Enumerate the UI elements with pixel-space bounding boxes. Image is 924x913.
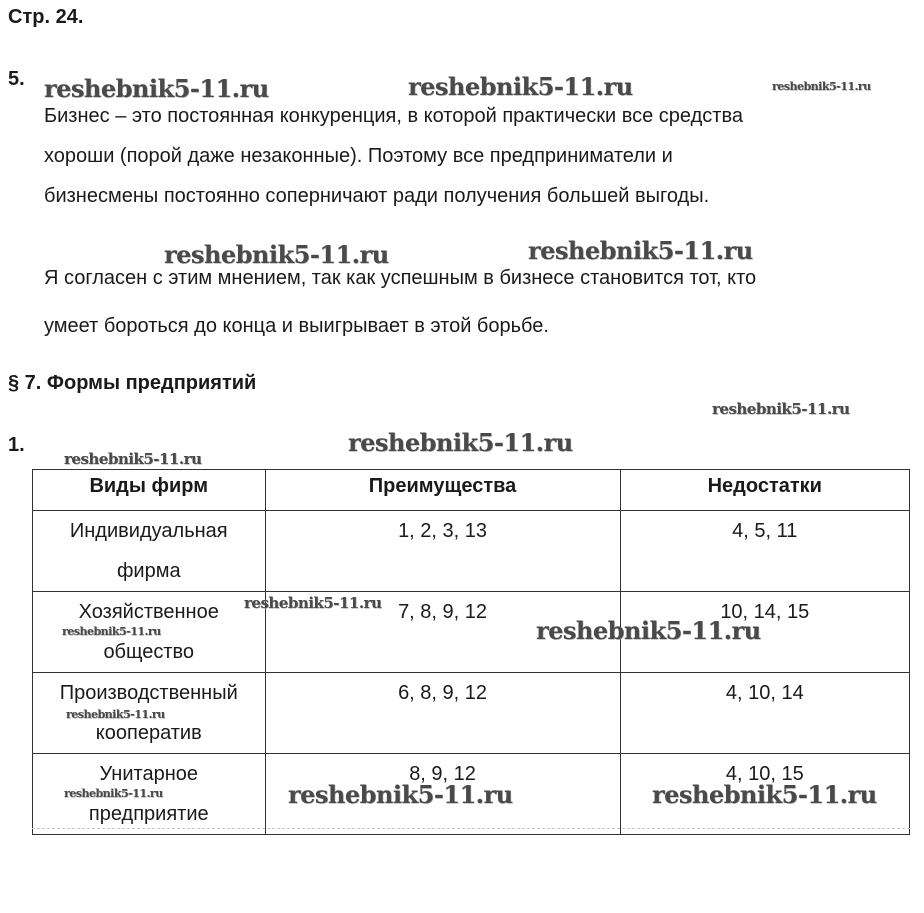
disadvantages-cell: 4, 10, 15 [620, 754, 909, 835]
watermark: reshebnik5-11.ru [348, 428, 573, 457]
firm-type-line: Производственный [59, 682, 238, 704]
disadvantages-cell: 10, 14, 15 [620, 592, 909, 673]
firm-type-line: предприятие [88, 803, 209, 825]
text-line: бизнесмены постоянно соперничают ради получения большей выгоды. [44, 185, 710, 207]
firm-type [33, 511, 266, 592]
text-line: Бизнес – это постоянная конкуренция, в которой практически все средства [44, 105, 743, 127]
watermark: reshebnik5-11.ru [536, 616, 761, 645]
firm-type-line: Унитарное [99, 763, 198, 785]
firm-type-line: общество [103, 641, 195, 663]
page-cut-line [32, 828, 910, 835]
header-types: Виды фирм [33, 470, 266, 511]
watermark: reshebnik5-11.ru [66, 708, 165, 721]
watermark: reshebnik5-11.ru [44, 74, 269, 103]
firm-type-line: фирма [116, 560, 181, 582]
watermark: reshebnik5-11.ru [652, 780, 877, 809]
advantages-cell: 1, 2, 3, 13 [265, 511, 620, 592]
watermark: reshebnik5-11.ru [528, 236, 753, 265]
text-line: умеет бороться до конца и выигрывает в этой борьбе. [44, 315, 549, 337]
header-advantages: Преимущества [265, 470, 620, 511]
header-disadvantages: Недостатки [620, 470, 909, 511]
watermark: reshebnik5-11.ru [712, 400, 850, 418]
table-row [33, 511, 910, 592]
firm-type-line: кооператив [95, 722, 202, 744]
watermark: reshebnik5-11.ru [62, 625, 161, 638]
text-line: Я согласен с этим мнением, так как успешным в бизнесе становится тот, кто [44, 267, 757, 289]
advantages-cell: 6, 8, 9, 12 [265, 673, 620, 754]
section-title: § 7. Формы предприятий [8, 372, 257, 394]
watermark: reshebnik5-11.ru [64, 787, 163, 800]
watermark: reshebnik5-11.ru [288, 780, 513, 809]
watermark: reshebnik5-11.ru [772, 80, 871, 93]
task5-number: 5. [8, 68, 25, 90]
task1-number: 1. [8, 434, 25, 456]
advantages-cell: 8, 9, 12 [265, 754, 620, 835]
watermark: reshebnik5-11.ru [164, 240, 389, 269]
text-line: хороши (порой даже незаконные). Поэтому все предприниматели и [44, 145, 673, 167]
firm-type-line: Хозяйственное [78, 601, 219, 623]
table-row [33, 592, 910, 673]
disadvantages-cell: 4, 5, 11 [620, 511, 909, 592]
page-ref: Стр. 24. [8, 6, 84, 28]
firm-type-line: Индивидуальная [69, 520, 228, 542]
watermark: reshebnik5-11.ru [64, 450, 202, 468]
watermark: reshebnik5-11.ru [408, 72, 633, 101]
advantages-cell: 7, 8, 9, 12 [265, 592, 620, 673]
watermark: reshebnik5-11.ru [244, 594, 382, 612]
disadvantages-cell: 4, 10, 14 [620, 673, 909, 754]
task5-paragraph-1 [44, 96, 904, 216]
table-header-row [33, 470, 910, 511]
